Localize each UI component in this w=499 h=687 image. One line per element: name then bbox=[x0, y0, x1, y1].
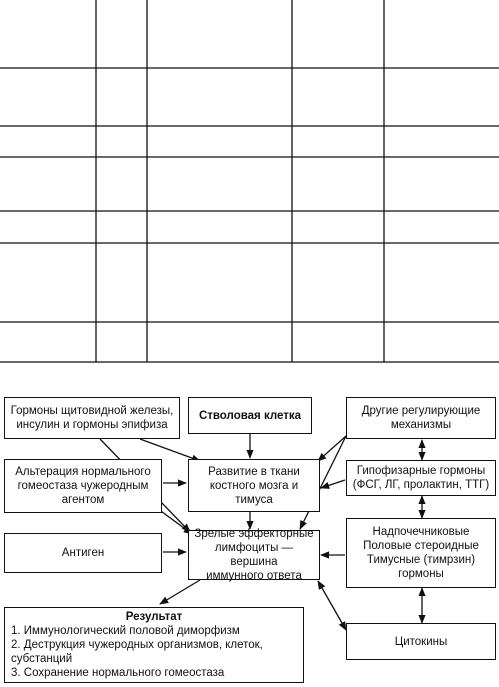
adrenal-line-1: Надпочечниковые bbox=[372, 526, 470, 538]
alteration-box bbox=[4, 459, 162, 513]
alteration-line-3: агентом bbox=[61, 494, 105, 506]
adrenal-box bbox=[346, 518, 496, 588]
other-mechanisms-line-1: Другие регулирующие bbox=[361, 405, 481, 417]
hormones-line-2: инсулин и гормоны эпифиза bbox=[16, 419, 168, 431]
pituitary-box bbox=[346, 460, 496, 496]
stem-cell-label: Стволовая клетка bbox=[198, 409, 302, 422]
result-title: Результат bbox=[125, 611, 183, 623]
cytokines-box bbox=[346, 623, 496, 660]
antigen-box bbox=[4, 533, 162, 573]
stem-cell-box bbox=[188, 397, 312, 434]
adrenal-line-4: гормоны bbox=[398, 568, 444, 580]
adrenal-line-3: Тимусные (тимрзин) bbox=[366, 554, 476, 566]
adrenal-line-2: Половые стероидные bbox=[363, 540, 479, 552]
mature-line-1: Зрелые эффекторные bbox=[194, 528, 314, 540]
mature-line-3: иммунного ответа bbox=[206, 570, 302, 582]
result-item-2: 2. Деструкция чужеродных организмов, клеток, bbox=[11, 639, 263, 651]
pituitary-line-1: Гипофизарные гормоны bbox=[356, 465, 486, 477]
mature-line-2: лимфоциты — вершина bbox=[214, 542, 294, 568]
cytokines-label: Цитокины bbox=[394, 635, 448, 648]
development-line-1: Развитие в ткани bbox=[208, 465, 300, 478]
mature-lymphocytes-box bbox=[188, 530, 320, 580]
pituitary-line-2: (ФСГ, ЛГ, пролактин, ТТГ) bbox=[352, 479, 490, 491]
other-mechanisms-box bbox=[346, 397, 496, 439]
development-box bbox=[188, 459, 320, 512]
alteration-line-1: Альтерация нормального bbox=[15, 466, 151, 478]
alteration-line-2: гомеостаза чужеродным bbox=[17, 480, 149, 492]
result-item-1: 1. Иммунологический половой диморфизм bbox=[11, 625, 240, 637]
result-item-3: 3. Сохранение нормального гомеостаза bbox=[11, 667, 225, 679]
development-line-2: костного мозга и bbox=[209, 479, 299, 492]
other-mechanisms-line-2: механизмы bbox=[390, 419, 452, 431]
result-item-2-cont: субстанций bbox=[11, 653, 73, 665]
hormones-line-1: Гормоны щитовидной железы, bbox=[10, 405, 174, 417]
hormones-box bbox=[4, 397, 180, 439]
result-box bbox=[4, 607, 304, 683]
antigen-label: Антиген bbox=[61, 547, 105, 559]
development-line-3: тимуса bbox=[235, 493, 273, 506]
